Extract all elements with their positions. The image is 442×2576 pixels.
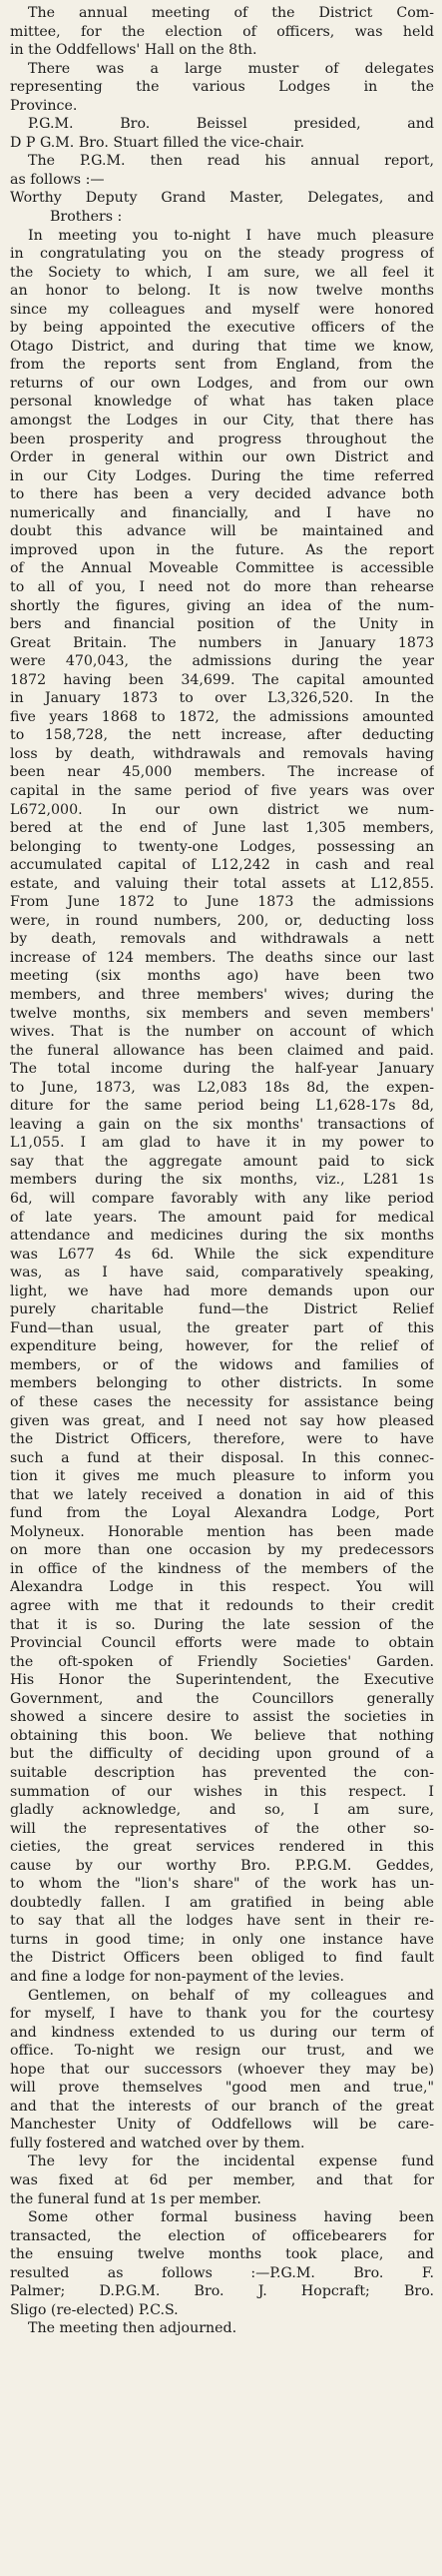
article-line: and kindness extended to us during our term of (10, 2024, 434, 2041)
article-line: Manchester Unity of Oddfellows will be care- (10, 2117, 434, 2134)
article-line: the District Officers, therefore, were to have (10, 1431, 434, 1448)
article-line: five years 1868 to 1872, the admissions amounted (10, 708, 434, 725)
article-line: in the Oddfellows' Hall on the 8th. (10, 42, 257, 59)
article-line: to say that all the lodges have sent in their re- (10, 1913, 434, 1930)
article-line: by death, removals and withdrawals a nett (10, 931, 434, 948)
article-line: to there has been a very decided advance both (10, 486, 434, 503)
article-line: was, as I have said, comparatively speaking, (10, 1265, 434, 1282)
article-line: L672,000. In our own district we num- (10, 801, 434, 818)
article-line: doubt this advance will be maintained and (10, 523, 434, 540)
article-line: in office of the kindness of the members of the (10, 1560, 434, 1577)
article-line: the District Officers been obliged to find fault (10, 1950, 434, 1967)
article-line: From June 1872 to June 1873 the admissions (10, 894, 434, 911)
article-line: from the reports sent from England, from the (10, 357, 434, 374)
article-line: summation of our wishes in this respect. I (10, 1783, 434, 1800)
article-line: were 470,043, the admissions during the year (10, 653, 434, 670)
article-line: light, we have had more demands upon our (10, 1283, 434, 1299)
article-line: members belonging to other districts. In some (10, 1375, 434, 1392)
article-line: returns of our own Lodges, and from our own (10, 375, 434, 392)
article-line: accumulated capital of L12,242 in cash and real (10, 857, 434, 874)
article-line: purely charitable fund—the District Relief (10, 1301, 434, 1318)
article-line: of late years. The amount paid for medical (10, 1209, 434, 1226)
article-line: to whom the "lion's share" of the work has un- (10, 1876, 434, 1893)
article-line: were, in round numbers, 200, or, deducting loss (10, 912, 434, 929)
article-line: The total income during the half-year January (10, 1061, 434, 1078)
article-line: personal knowledge of what has taken place (10, 394, 434, 411)
article-line: estate, and valuing their total assets at L12,855. (10, 875, 434, 892)
article-line: was fixed at 6d per member, and that for (10, 2171, 434, 2188)
article-line: suitable description has prevented the con- (10, 1764, 434, 1781)
article-line: Brothers : (50, 209, 123, 226)
article-line: meeting (six months ago) have been two (10, 968, 434, 985)
article-line: increase of 124 members. The deaths since our last (10, 949, 434, 966)
article-line: the funeral allowance has been claimed and paid. (10, 1042, 434, 1059)
article-line: resulted as follows :—P.G.M. Bro. F. (10, 2264, 434, 2281)
article-line: Alexandra Lodge in this respect. You will (10, 1579, 434, 1596)
article-line: There was a large muster of delegates (28, 60, 434, 77)
article-line: The meeting then adjourned. (28, 2320, 237, 2337)
article-line: obtaining this boon. We believe that nothing (10, 1727, 434, 1744)
article-line: P.G.M. Bro. Beissel presided, and (28, 116, 434, 133)
article-line: for myself, I have to thank you for the courtesy (10, 2006, 434, 2023)
article-line: and fine a lodge for non-payment of the levies. (10, 1968, 344, 1985)
article-line: that it is so. During the late session of the (10, 1616, 434, 1633)
article-line: The annual meeting of the District Com- (28, 5, 434, 21)
article-line: Province. (10, 97, 78, 114)
article-line: members, and three members' wives; during the (10, 986, 434, 1003)
article-line: Some other formal business having been (28, 2209, 434, 2226)
article-line: hope that our successors (whoever they may be) (10, 2061, 434, 2078)
article-line: and that the interests of our branch of the great (10, 2098, 434, 2115)
article-line: His Honor the Superintendent, the Executive (10, 1672, 434, 1689)
article-line: capital in the same period of five years was over (10, 782, 434, 799)
article-line: cause by our worthy Bro. P.P.G.M. Geddes, (10, 1857, 434, 1874)
article-line: say that the aggregate amount paid to sick (10, 1153, 434, 1170)
article-line: shortly the figures, giving an idea of the num- (10, 597, 434, 614)
article-line: expenditure being, however, for the relief of (10, 1338, 434, 1355)
article-line: given was great, and I need not say how pleased (10, 1412, 434, 1429)
article-line: will prove themselves "good men and true," (10, 2080, 434, 2097)
article-line: the ensuing twelve months took place, and (10, 2246, 434, 2263)
article-line: The levy for the incidental expense fund (28, 2153, 434, 2170)
article-line: Government, and the Councillors generally (10, 1690, 434, 1707)
article-line: wives. That is the number on account of which (10, 1024, 434, 1041)
article-line: doubtedly fallen. I am gratified in being able (10, 1894, 434, 1911)
article-line: as follows :— (10, 171, 105, 188)
article-line: members, or of the widows and families of (10, 1356, 434, 1373)
article-line: Provincial Council efforts were made to obtain (10, 1635, 434, 1652)
article-line: agree with me that it redounds to their credit (10, 1598, 434, 1615)
article-line: attendance and medicines during the six months (10, 1228, 434, 1245)
article-line: been near 45,000 members. The increase of (10, 764, 434, 781)
article-line: Sligo (re-elected) P.C.S. (10, 2301, 179, 2318)
article-line: been prosperity and progress throughout the (10, 430, 434, 447)
article-line: numerically and financially, and I have no (10, 504, 434, 521)
article-line: 1872 having been 34,699. The capital amounted (10, 671, 434, 688)
article-line: turns in good time; in only one instance have (10, 1931, 434, 1948)
article-line: bers and financial position of the Unity in (10, 616, 434, 633)
article-line: twelve months, six members and seven members' (10, 1005, 434, 1022)
article-line: fully fostered and watched over by them. (10, 2135, 305, 2151)
article-line: amongst the Lodges in our City, that there has (10, 413, 434, 429)
article-line: Great Britain. The numbers in January 1873 (10, 634, 434, 651)
article-line: loss by death, withdrawals and removals having (10, 745, 434, 762)
article-line: mittee, for the election of officers, was held (10, 23, 434, 40)
article-line: Otago District, and during that time we know, (10, 338, 434, 355)
article-line: but the difficulty of deciding upon ground of a (10, 1746, 434, 1763)
article-line: 6d, will compare favorably with any like period (10, 1191, 434, 1207)
article-line: L1,055. I am glad to have it in my power to (10, 1135, 434, 1152)
article-line: Worthy Deputy Grand Master, Delegates, and (10, 190, 434, 207)
article-line: to all of you, I need not do more than rehearse (10, 578, 434, 595)
article-line: bered at the end of June last 1,305 members, (10, 820, 434, 837)
article-line: Fund—than usual, the greater part of this (10, 1319, 434, 1336)
article-line: will the representatives of the other so- (10, 1820, 434, 1837)
article-line: the Society to which, I am sure, we all feel it (10, 264, 434, 281)
article-line: diture for the same period being L1,628-17s 8d, (10, 1098, 434, 1115)
article-line: by being appointed the executive officers of the (10, 320, 434, 337)
article-line: showed a sincere desire to assist the societies in (10, 1709, 434, 1726)
article-line: leaving a gain on the six months' transactions of (10, 1116, 434, 1133)
article-line: on more than one occasion by my predecessors (10, 1542, 434, 1559)
article-line: of the Annual Moveable Committee is accessible (10, 560, 434, 577)
article-line: The P.G.M. then read his annual report, (28, 153, 434, 170)
article-line: cieties, the great services rendered in this (10, 1839, 434, 1856)
article-line: Order in general within our own District and (10, 449, 434, 466)
article-line: of these cases the necessity for assistance being (10, 1394, 434, 1411)
article-line: In meeting you to-night I have much pleasure (28, 227, 434, 244)
article-line: representing the various Lodges in the (10, 79, 434, 96)
article-line: the oft-spoken of Friendly Societies' Garden. (10, 1653, 434, 1670)
article-line: in our City Lodges. During the time referred (10, 467, 434, 484)
article-line: was L677 4s 6d. While the sick expenditure (10, 1246, 434, 1263)
article-line: since my colleagues and myself were honored (10, 301, 434, 318)
article-line: that we lately received a donation in aid of this (10, 1486, 434, 1503)
article-line: Molyneux. Honorable mention has been made (10, 1523, 434, 1540)
article-line: the funeral fund at 1s per member. (10, 2190, 261, 2207)
article-line: fund from the Loyal Alexandra Lodge, Port (10, 1505, 434, 1522)
article-line: such a fund at their disposal. In this connec- (10, 1449, 434, 1466)
article-line: gladly acknowledge, and so, I am sure, (10, 1802, 434, 1819)
article-line: office. To-night we resign our trust, and we (10, 2043, 434, 2060)
article-line: in January 1873 to over L3,326,520. In the (10, 690, 434, 707)
article-line: transacted, the election of officebearers for (10, 2227, 434, 2244)
article-line: in congratulating you on the steady progress of (10, 246, 434, 263)
article-line: belonging to twenty-one Lodges, possessing an (10, 838, 434, 855)
article-line: to 158,728, the nett increase, after deducting (10, 727, 434, 744)
article-line: members during the six months, viz., L281 1s (10, 1172, 434, 1189)
article-line: tion it gives me much pleasure to inform you (10, 1468, 434, 1485)
article-line: to June, 1873, was L2,083 18s 8d, the expen- (10, 1079, 434, 1096)
article-line: Gentlemen, on behalf of my colleagues and (28, 1987, 434, 2004)
article-line: improved upon in the future. As the report (10, 541, 434, 558)
article-line: an honor to belong. It is now twelve months (10, 283, 434, 300)
article-line: D P G.M. Bro. Stuart filled the vice-chair. (10, 134, 305, 151)
article-line: Palmer; D.P.G.M. Bro. J. Hopcraft; Bro. (10, 2283, 434, 2300)
